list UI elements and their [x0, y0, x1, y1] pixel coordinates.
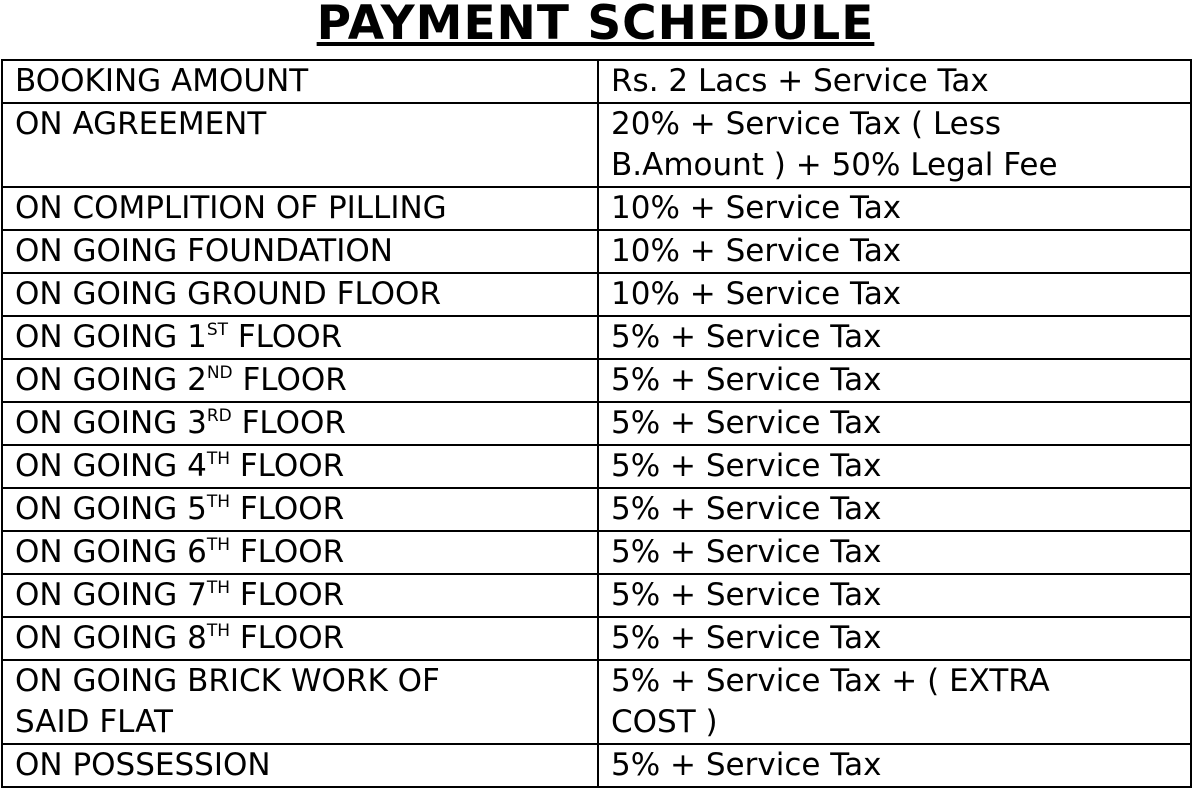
table-row — [2, 617, 1191, 660]
stage-text: ON GOING 5 — [15, 491, 207, 527]
stage-text: FLOOR — [229, 448, 345, 484]
stage-text: FLOOR — [232, 362, 347, 398]
payment-cell: 5% + Service Tax — [598, 488, 1191, 531]
table-row — [2, 574, 1191, 617]
table-row — [2, 531, 1191, 574]
payment-cell: 5% + Service Tax — [598, 402, 1191, 445]
stage-cell — [2, 488, 598, 531]
payment-cell: 5% + Service Tax — [598, 316, 1191, 359]
table-row — [2, 273, 1191, 316]
stage-cell — [2, 574, 598, 617]
ordinal-suffix: TH — [206, 492, 230, 512]
payment-cell: 5% + Service Tax — [598, 359, 1191, 402]
payment-cell: 5% + Service Tax — [598, 617, 1191, 660]
stage-cell: ON AGREEMENT — [2, 103, 598, 187]
stage-text: FLOOR — [229, 620, 345, 656]
stage-cell — [2, 316, 598, 359]
stage-cell — [2, 359, 598, 402]
stage-text: FLOOR — [229, 534, 345, 570]
stage-text: ON GOING 2 — [15, 362, 207, 398]
stage-text: ON GOING 8 — [15, 620, 207, 656]
stage-text: FLOOR — [229, 491, 345, 527]
payment-cell: 5% + Service Tax — [598, 744, 1191, 787]
table-row — [2, 103, 1191, 187]
stage-text: FLOOR — [231, 405, 346, 441]
ordinal-suffix: ND — [206, 363, 233, 383]
stage-cell: ON COMPLITION OF PILLING — [2, 187, 598, 230]
stage-text: FLOOR — [229, 577, 345, 613]
table-row — [2, 488, 1191, 531]
ordinal-suffix: TH — [206, 621, 230, 641]
table-row — [2, 402, 1191, 445]
payment-schedule-table — [1, 59, 1192, 788]
stage-text: ON GOING 7 — [15, 577, 207, 613]
table-row — [2, 187, 1191, 230]
table-row — [2, 660, 1191, 744]
stage-cell — [2, 617, 598, 660]
stage-text: ON GOING 1 — [15, 319, 207, 355]
payment-cell: 10% + Service Tax — [598, 187, 1191, 230]
payment-cell: 5% + Service Tax — [598, 531, 1191, 574]
table-row — [2, 445, 1191, 488]
stage-text: ON GOING 3 — [15, 405, 207, 441]
table-row — [2, 359, 1191, 402]
stage-text: ON GOING 4 — [15, 448, 207, 484]
stage-cell — [2, 402, 598, 445]
ordinal-suffix: TH — [206, 578, 230, 598]
payment-cell: Rs. 2 Lacs + Service Tax — [598, 60, 1191, 103]
payment-cell: 5% + Service Tax — [598, 574, 1191, 617]
page-title — [0, 0, 1193, 51]
stage-text: ON GOING 6 — [15, 534, 207, 570]
table-row — [2, 316, 1191, 359]
stage-cell — [2, 531, 598, 574]
payment-cell: 5% + Service Tax + ( EXTRA COST ) — [598, 660, 1191, 744]
payment-cell: 20% + Service Tax ( Less B.Amount ) + 50% Legal Fee — [598, 103, 1191, 187]
title-text: PAYMENT SCHEDULE — [316, 0, 875, 51]
table-row — [2, 60, 1191, 103]
stage-cell: ON GOING FOUNDATION — [2, 230, 598, 273]
stage-cell: ON GOING GROUND FLOOR — [2, 273, 598, 316]
table-row — [2, 744, 1191, 787]
table-row — [2, 230, 1191, 273]
payment-cell: 10% + Service Tax — [598, 273, 1191, 316]
stage-cell: BOOKING AMOUNT — [2, 60, 598, 103]
stage-cell — [2, 445, 598, 488]
stage-text: FLOOR — [228, 319, 343, 355]
payment-cell: 5% + Service Tax — [598, 445, 1191, 488]
payment-cell: 10% + Service Tax — [598, 230, 1191, 273]
ordinal-suffix: ST — [206, 320, 228, 340]
ordinal-suffix: TH — [206, 449, 230, 469]
ordinal-suffix: TH — [206, 535, 230, 555]
stage-cell: ON POSSESSION — [2, 744, 598, 787]
ordinal-suffix: RD — [206, 406, 232, 426]
stage-cell: ON GOING BRICK WORK OF SAID FLAT — [2, 660, 598, 744]
